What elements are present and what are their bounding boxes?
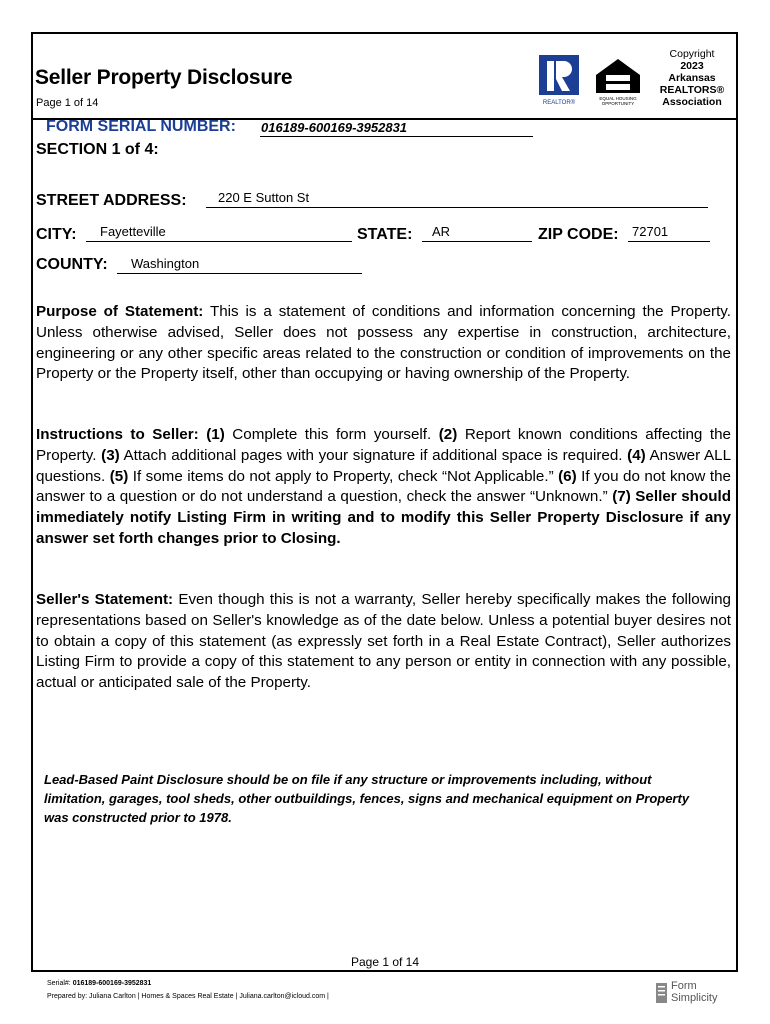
realtor-logo-icon bbox=[535, 53, 583, 107]
form-simplicity-logo-icon bbox=[655, 982, 669, 1004]
footer-prepared-by: Prepared by: Juliana Carlton | Homes & Spaces Real Estate | Juliana.carlton@icloud.com | bbox=[47, 993, 329, 1000]
zip-code-field[interactable]: 72701 bbox=[628, 225, 710, 242]
sellers-statement-paragraph bbox=[36, 590, 731, 694]
instruction-2-text: Report known conditions affecting the Property. bbox=[36, 426, 731, 464]
page-number-bottom: Page 1 of 14 bbox=[350, 955, 420, 969]
page-number-top: Page 1 of 14 bbox=[36, 97, 99, 109]
copyright-line-5: Association bbox=[662, 96, 722, 108]
county-field[interactable]: Washington bbox=[117, 257, 362, 274]
state-label: STATE: bbox=[357, 226, 413, 243]
zip-code-label: ZIP CODE: bbox=[538, 226, 619, 243]
instruction-7-text: (7) Seller should immediately notify Listing Firm in writing and to modify this Seller Property Disclosure if any answer set forth changes prior to Closing. bbox=[36, 488, 731, 547]
copyright-line-3: Arkansas bbox=[668, 72, 716, 84]
instruction-3-number: (3) bbox=[96, 446, 120, 464]
footer-serial-value: 016189-600169-3952831 bbox=[72, 980, 152, 987]
purpose-text: This is a statement of conditions and information concerning the Property. Unless otherwise advised, Seller does not possess any expertise in construction, architecture, engineering or any other specific areas related to the construction or condition of improvements on the Property or the Property itself, other than occupying or having ownership of the Property. bbox=[36, 303, 731, 383]
serial-number-label: FORM SERIAL NUMBER: bbox=[46, 118, 236, 135]
street-address-label: STREET ADDRESS: bbox=[36, 192, 187, 209]
footer-serial-prefix: Serial#: bbox=[47, 980, 73, 987]
footer-serial bbox=[47, 980, 151, 987]
instruction-4-number: (4) bbox=[622, 446, 646, 464]
copyright-block bbox=[656, 48, 728, 108]
equal-housing-label-2: OPPORTUNITY bbox=[601, 101, 635, 106]
instructions-heading: Instructions to Seller: bbox=[36, 426, 199, 443]
city-field[interactable]: Fayetteville bbox=[86, 225, 352, 242]
sellers-statement-heading: Seller's Statement: bbox=[36, 591, 174, 608]
section-label: SECTION 1 of 4: bbox=[36, 141, 159, 158]
form-simplicity-line-1: Form bbox=[671, 980, 697, 992]
equal-housing-label-1: EQUAL HOUSING bbox=[599, 96, 637, 101]
city-label: CITY: bbox=[36, 226, 77, 243]
equal-housing-icon bbox=[592, 53, 644, 107]
instruction-6-number: (6) bbox=[558, 467, 577, 485]
instruction-6-text: If you do not know the answer to a question or do not understand a question, check the answer “Unknown.” bbox=[36, 467, 731, 506]
page-title: Seller Property Disclosure bbox=[35, 66, 293, 89]
copyright-line-1: Copyright bbox=[669, 48, 715, 60]
instruction-5-number: (5) bbox=[105, 467, 129, 485]
form-simplicity-brand bbox=[671, 980, 717, 1004]
instruction-4-text: Answer ALL questions. bbox=[36, 446, 732, 485]
street-address-field[interactable]: 220 E Sutton St bbox=[206, 191, 708, 208]
serial-number-value: 016189-600169-3952831 bbox=[260, 120, 533, 137]
lead-paint-notice: Lead-Based Paint Disclosure should be on file if any structure or improvements including, without limitation, garages, tool sheds, other outbuildings, fences, signs and mechanical equipment on Property was constructed prior to 1978. bbox=[44, 772, 690, 825]
instruction-2-number: (2) bbox=[431, 426, 458, 443]
sellers-statement-text: Even though this is not a warranty, Seller hereby specifically makes the following representations based on Seller's knowledge as of the date below. Unless a potential buyer desires not to obtain a copy of this statement (as expressly set forth in a Real Estate Contract), Seller authorizes Listing Firm to provide a copy of this statement to any person or entity in connection with any possible, actual or anticipated sale of the Property. bbox=[36, 591, 731, 692]
instruction-1-number: (1) bbox=[198, 426, 225, 443]
state-field[interactable]: AR bbox=[422, 225, 532, 242]
realtor-logo-label: REALTOR® bbox=[542, 100, 576, 106]
instruction-3-text: Attach additional pages with your signature if additional space is required. bbox=[119, 446, 623, 464]
instructions-paragraph bbox=[36, 425, 731, 550]
copyright-line-4: REALTORS® bbox=[659, 84, 725, 96]
purpose-paragraph bbox=[36, 302, 731, 385]
purpose-heading: Purpose of Statement: bbox=[36, 303, 204, 320]
form-simplicity-line-2: Simplicity bbox=[671, 992, 718, 1004]
copyright-line-2: 2023 bbox=[680, 60, 704, 72]
instruction-5-text: If some items do not apply to Property, check “Not Applicable.” bbox=[128, 467, 559, 485]
instruction-1-text: Complete this form yourself. bbox=[224, 426, 432, 443]
county-label: COUNTY: bbox=[36, 256, 108, 273]
